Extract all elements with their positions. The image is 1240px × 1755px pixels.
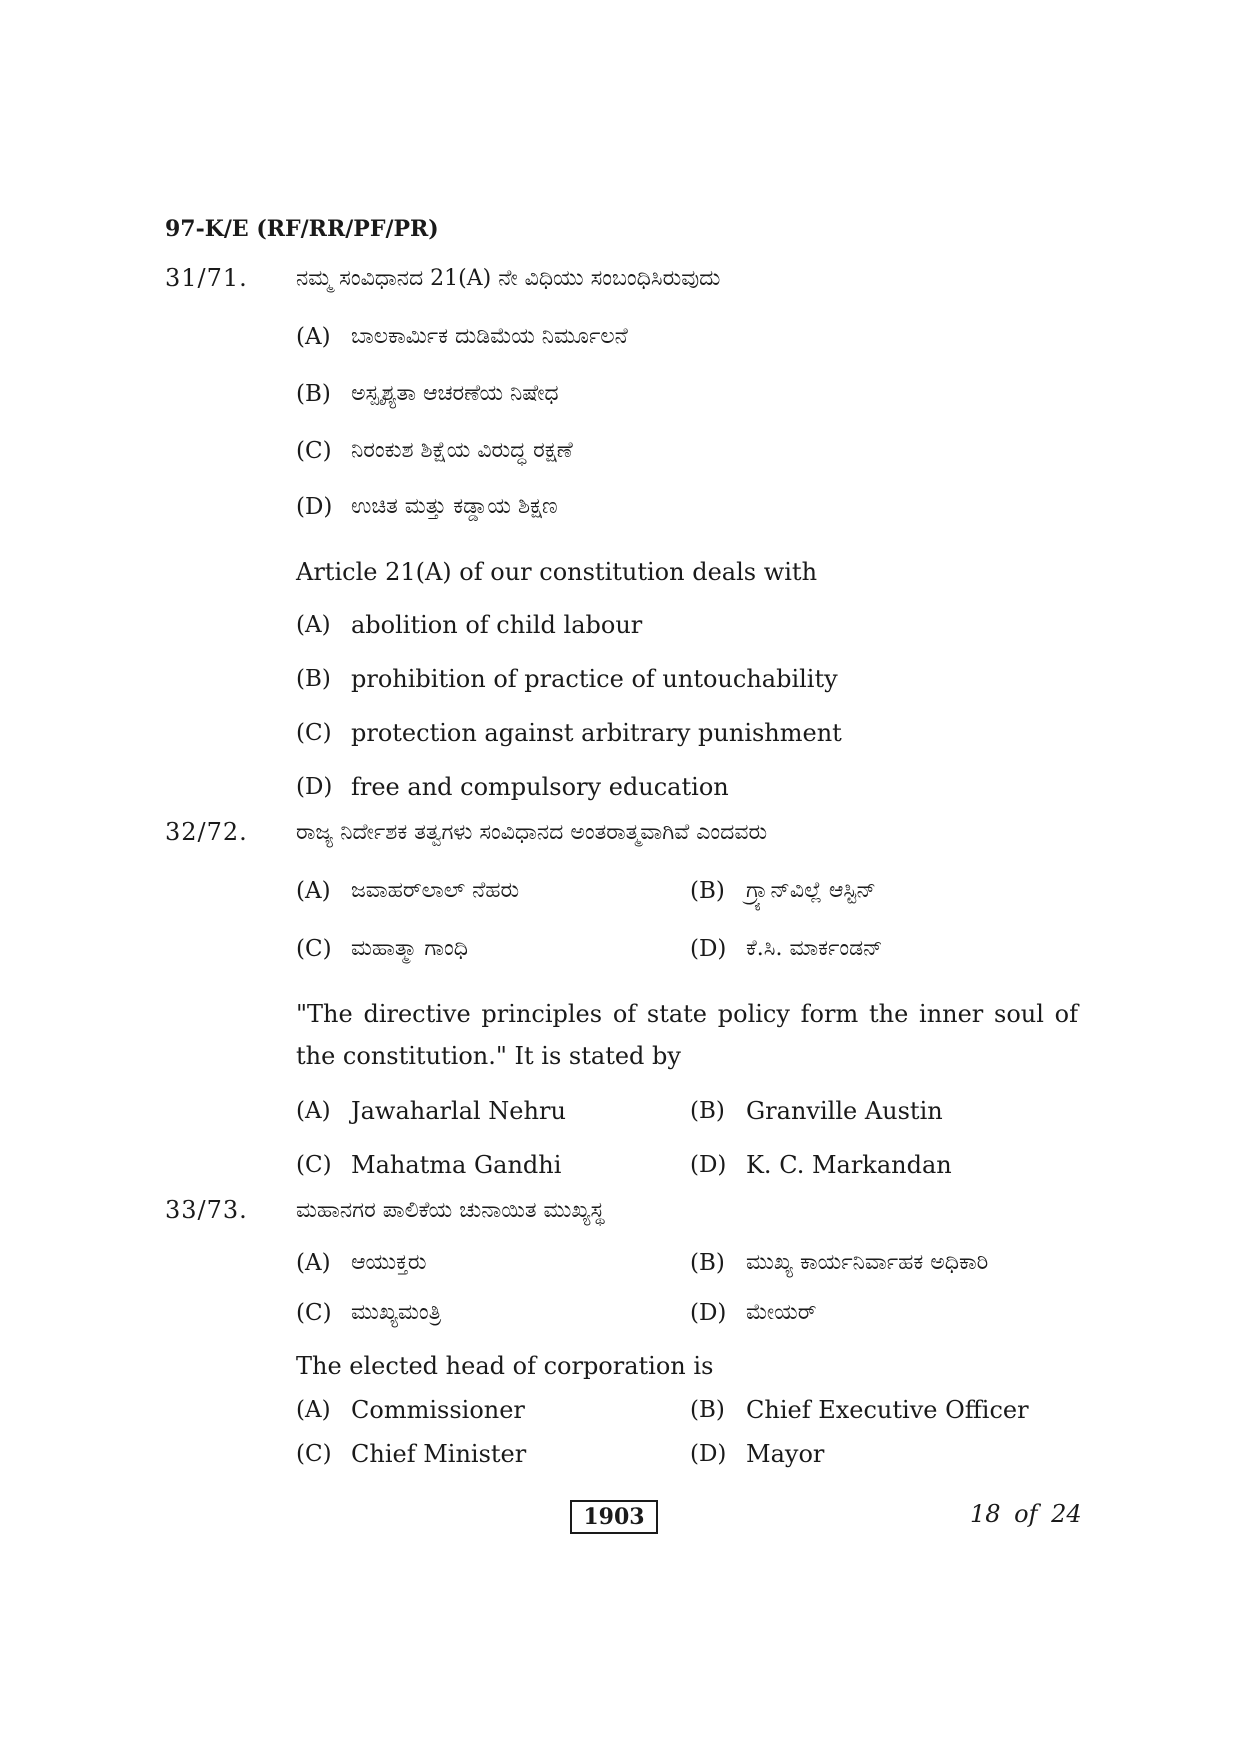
option-text-kannada: ಮುಖ್ಯ ಕಾರ್ಯನಿರ್ವಾಹಕ ಅಧಿಕಾರಿ xyxy=(746,1250,989,1275)
question-number: 33/73. xyxy=(165,1196,248,1224)
option-letter: (C) xyxy=(296,438,332,464)
option-letter: (D) xyxy=(690,1300,727,1326)
option-text-kannada: ಜವಾಹರ್‌ಲಾಲ್ ನೆಹರು xyxy=(351,878,520,903)
question-stem-kannada: ಮಹಾನಗರ ಪಾಲಿಕೆಯ ಚುನಾಯಿತ ಮುಖ್ಯಸ್ಥ xyxy=(296,1198,605,1223)
option-letter: (B) xyxy=(296,381,331,407)
question-stem-kannada: ರಾಜ್ಯ ನಿರ್ದೇಶಕ ತತ್ವಗಳು ಸಂವಿಧಾನದ ಅಂತರಾತ್ಮವಾಗಿವೆ ಎಂದವರು xyxy=(296,820,768,845)
option-letter: (A) xyxy=(296,1397,331,1423)
option-letter: (A) xyxy=(296,1098,331,1124)
option-text-english: Commissioner xyxy=(351,1396,525,1424)
option-letter: (A) xyxy=(296,324,331,350)
question-stem-english: The elected head of corporation is xyxy=(296,1352,714,1380)
question-number: 32/72. xyxy=(165,818,248,846)
option-letter: (A) xyxy=(296,612,331,638)
option-letter: (A) xyxy=(296,878,331,904)
option-text-kannada: ಆಯುಕ್ತರು xyxy=(351,1250,427,1275)
option-text-kannada: ಅಸ್ಪೃಶ್ಯತಾ ಆಚರಣೆಯ ನಿಷೇಧ xyxy=(351,381,559,406)
option-text-english: Mahatma Gandhi xyxy=(351,1151,562,1179)
option-text-english: K. C. Markandan xyxy=(746,1151,952,1179)
option-text-english: prohibition of practice of untouchability xyxy=(351,665,838,693)
option-letter: (D) xyxy=(296,494,333,520)
option-text-kannada: ಬಾಲಕಾರ್ಮಿಕ ದುಡಿಮೆಯ ನಿರ್ಮೂಲನೆ xyxy=(351,324,628,349)
page-number: 18 of 24 xyxy=(970,1500,1082,1528)
option-text-english: Granville Austin xyxy=(746,1097,943,1125)
option-text-kannada: ಮಹಾತ್ಮಾ ಗಾಂಧಿ xyxy=(351,936,468,961)
booklet-code-box: 1903 xyxy=(570,1500,658,1534)
option-letter: (B) xyxy=(690,1250,725,1276)
option-letter: (B) xyxy=(690,1098,725,1124)
option-text-english: abolition of child labour xyxy=(351,611,643,639)
option-letter: (C) xyxy=(296,1300,332,1326)
option-text-kannada: ಮೇಯರ್ xyxy=(746,1300,817,1325)
option-text-kannada: ಉಚಿತ ಮತ್ತು ಕಡ್ಡಾಯ ಶಿಕ್ಷಣ xyxy=(351,494,558,519)
option-text-english: protection against arbitrary punishment xyxy=(351,719,842,747)
option-text-kannada: ಮುಖ್ಯಮಂತ್ರಿ xyxy=(351,1300,442,1325)
option-letter: (A) xyxy=(296,1250,331,1276)
question-stem-english: "The directive principles of state policy form the inner soul of the constitution." It is stated by xyxy=(296,1000,1078,1070)
option-text-kannada: ಗ್ರ್ಯಾನ್‌ವಿಲ್ಲೆ ಆಸ್ಟಿನ್ xyxy=(746,878,876,903)
option-letter: (D) xyxy=(690,1152,727,1178)
option-text-english: Chief Executive Officer xyxy=(746,1396,1029,1424)
option-letter: (D) xyxy=(690,936,727,962)
question-number: 31/71. xyxy=(165,264,248,292)
option-letter: (D) xyxy=(690,1441,727,1467)
option-text-english: Mayor xyxy=(746,1440,825,1468)
option-letter: (C) xyxy=(296,1441,332,1467)
option-letter: (B) xyxy=(690,878,725,904)
option-letter: (C) xyxy=(296,936,332,962)
question-stem-kannada: ನಮ್ಮ ಸಂವಿಧಾನದ 21(A) ನೇ ವಿಧಿಯು ಸಂಬಂಧಿಸಿರುವುದು xyxy=(296,266,721,291)
paper-code-header: 97-K/E (RF/RR/PF/PR) xyxy=(165,216,439,242)
question-stem-english: Article 21(A) of our constitution deals with xyxy=(296,558,818,586)
option-letter: (C) xyxy=(296,720,332,746)
option-text-kannada: ನಿರಂಕುಶ ಶಿಕ್ಷೆಯ ವಿರುದ್ಧ ರಕ್ಷಣೆ xyxy=(351,438,573,463)
option-text-english: Chief Minister xyxy=(351,1440,527,1468)
option-text-kannada: ಕೆ.ಸಿ. ಮಾರ್ಕಂಡನ್ xyxy=(746,936,883,961)
option-letter: (B) xyxy=(296,666,331,692)
option-text-english: free and compulsory education xyxy=(351,773,729,801)
option-letter: (C) xyxy=(296,1152,332,1178)
option-letter: (B) xyxy=(690,1397,725,1423)
option-letter: (D) xyxy=(296,774,333,800)
option-text-english: Jawaharlal Nehru xyxy=(351,1097,566,1125)
